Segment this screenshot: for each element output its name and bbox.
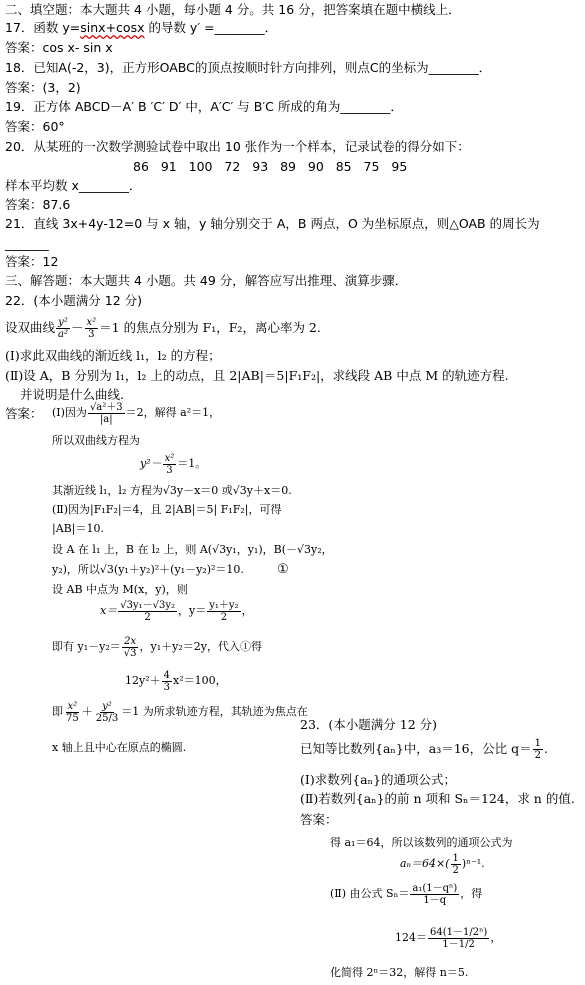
q23-sol-5: 化简得 2ⁿ＝32，解得 n＝5. xyxy=(330,966,469,979)
q23-sol-2: aₙ＝64×( $\frac{1}{2}$ )ⁿ⁻¹. xyxy=(400,852,485,876)
q20-line2: 样本平均数 x________． xyxy=(5,178,142,193)
fraction: $\frac{\text{y²}}{25/3}$ xyxy=(95,700,119,724)
fraction: $\frac{\text{y²}}{\text{a²}}$ xyxy=(58,317,68,340)
q21-answer: 答案：12 xyxy=(5,254,59,269)
q22-sol-10: x＝ $\frac{\text{√3y₁－√3y₂}}{2}$ ，y＝ $\frac{\text{y₁＋y₂}}{2}$ ， xyxy=(100,599,253,623)
q20-text: 20．从某班的一次数学测验试卷中取出 10 张作为一个样本，记录试卷的得分如下： xyxy=(5,139,470,154)
q18-text: 18．已知A(-2，3)，正方形OABC的顶点按顺时针方向排列，则点C的坐标为________． xyxy=(5,60,492,75)
q22-sol-14: x 轴上且中心在原点的椭圆. xyxy=(52,741,187,754)
q22-part2b: 并说明是什么曲线. xyxy=(20,387,124,402)
q17-post: 的导数 y′ =________． xyxy=(144,20,278,35)
q22-sol-12: 12y²＋ $\frac{4}{3}$ x²＝100， xyxy=(125,669,227,693)
fraction: $\frac{2x}{√3}$ xyxy=(123,635,137,659)
fraction: $\frac{\text{x²}}{3}$ xyxy=(164,452,175,476)
q23-answer-label: 答案： xyxy=(300,812,338,827)
q22-stem: 设双曲线 $\frac{\text{y²}}{\text{a²}}$ － $\frac{\text{x²}}{3}$ ＝1 的焦点分别为 F₁，F₂，离心率为 2. xyxy=(5,317,321,340)
fraction: $\frac{1}{2}$ xyxy=(534,738,541,761)
q21-blank: _______ xyxy=(5,236,49,251)
q21-text: 21．直线 3x+4y-12=0 与 x 轴，y 轴分别交于 A，B 两点，O 为坐标原点，则△OAB 的周长为 xyxy=(5,216,540,231)
q23-stem: 已知等比数列{aₙ}中，a₃＝16，公比 q＝ $\frac{1}{2}$ . xyxy=(300,738,548,761)
q19-text: 19．正方体 ABCD－A′ B ′C′ D′ 中，A′C′ 与 B′C 所成的角为________． xyxy=(5,99,403,114)
fraction: $\frac{1}{2}$ xyxy=(452,852,459,876)
q20-scores: 86 91 100 72 93 89 90 85 75 95 xyxy=(133,159,408,174)
q18-answer: 答案：(3，2) xyxy=(5,80,81,95)
q22-sol-6: |AB|＝10. xyxy=(52,522,104,535)
q22-part1: (Ⅰ)求此双曲线的渐近线 l₁，l₂ 的方程； xyxy=(5,348,221,363)
q17-pre: 17．函数 y= xyxy=(5,20,81,35)
section3-header: 三、解答题：本大题共 4 小题。共 49 分，解答应写出推理、演算步骤． xyxy=(5,273,408,288)
q22-sol-3: y²－ $\frac{\text{x²}}{3}$ ＝1。 xyxy=(140,452,207,476)
fraction: $\frac{\text{y₁＋y₂}}{2}$ xyxy=(209,599,239,623)
q17-line xyxy=(5,20,277,35)
q22-sol-5: (Ⅱ)因为|F₁F₂|＝4，且 2|AB|＝5| F₁F₂|，可得 xyxy=(52,503,282,516)
q23-part2: (Ⅱ)若数列{aₙ}的前 n 项和 Sₙ＝124，求 n 的值. xyxy=(300,791,575,806)
q23-sol-3: (Ⅱ) 由公式 Sₙ＝ $\frac{\text{a₁(1－qⁿ)}}{1-q}$ ，得 xyxy=(330,882,483,906)
q20-answer: 答案：87.6 xyxy=(5,197,71,212)
q22-sol-7: 设 A 在 l₁ 上，B 在 l₂ 上，则 A(√3y₁，y₁)，B(－√3y₂， xyxy=(52,543,333,556)
q22-part2: (Ⅱ)设 A，B 分别为 l₁，l₂ 上的动点，且 2|AB|＝5|F₁F₂|，求线段 AB 中点 M 的轨迹方程. xyxy=(5,368,509,383)
q23-title: 23．(本小题满分 12 分) xyxy=(300,717,438,732)
q22-sol-1: (Ⅰ)因为 $\frac{\text{√a²＋3}}{|a|}$ ＝2，解得 a²＝1， xyxy=(52,401,221,425)
q23-sol-4: 124＝ $\frac{\text{64(1－1/2ⁿ)}}{1-1/2}$ ， xyxy=(395,926,502,950)
q22-eq-mark: ① xyxy=(277,562,289,577)
q23-part1: (Ⅰ)求数列{aₙ}的通项公式； xyxy=(300,772,456,787)
header: 二、填空题：本大题共 4 小题，每小题 4 分。共 16 分，把答案填在题中横线上． xyxy=(5,2,461,17)
q22-sol-9: 设 AB 中点为 M(x，y)，则 xyxy=(52,583,188,596)
fraction: $\frac{\text{x²}}{75}$ xyxy=(66,700,79,724)
q22-title: 22．(本小题满分 12 分) xyxy=(5,293,143,308)
fraction: $\frac{\text{x²}}{3}$ xyxy=(86,317,97,340)
q17-func: sinx+cosx xyxy=(80,20,145,35)
q22-sol-13: 即 $\frac{\text{x²}}{75}$ ＋ $\frac{\text{y²}}{25/3}$ ＝1 为所求轨迹方程，其轨迹为焦点在 xyxy=(52,700,308,724)
fraction: $\frac{\text{√3y₁－√3y₂}}{2}$ xyxy=(120,599,176,623)
fraction: $\frac{\text{a₁(1－qⁿ)}}{1-q}$ xyxy=(412,882,458,906)
fraction: $\frac{\text{√a²＋3}}{|a|}$ xyxy=(89,401,123,425)
fraction: $\frac{4}{3}$ xyxy=(163,669,170,693)
fraction: $\frac{\text{64(1－1/2ⁿ)}}{1-1/2}$ xyxy=(430,926,488,950)
q19-answer: 答案：60° xyxy=(5,119,65,134)
q22-sol-4: 其渐近线 l₁，l₂ 方程为√3y－x＝0 或√3y＋x＝0. xyxy=(52,484,292,497)
q22-sol-2: 所以双曲线方程为 xyxy=(52,434,140,447)
q23-sol-1: 得 a₁＝64，所以该数列的通项公式为 xyxy=(330,836,513,849)
q17-answer: 答案：cos x- sin x xyxy=(5,40,113,55)
q22-answer-label: 答案： xyxy=(5,406,43,421)
q22-sol-11: 即有 y₁－y₂＝ $\frac{2x}{√3}$ ，y₁＋y₂＝2y，代入①得 xyxy=(52,635,262,659)
q22-sol-8: y₂)，所以√3(y₁＋y₂)²＋(y₁－y₂)²＝10. xyxy=(52,563,244,576)
